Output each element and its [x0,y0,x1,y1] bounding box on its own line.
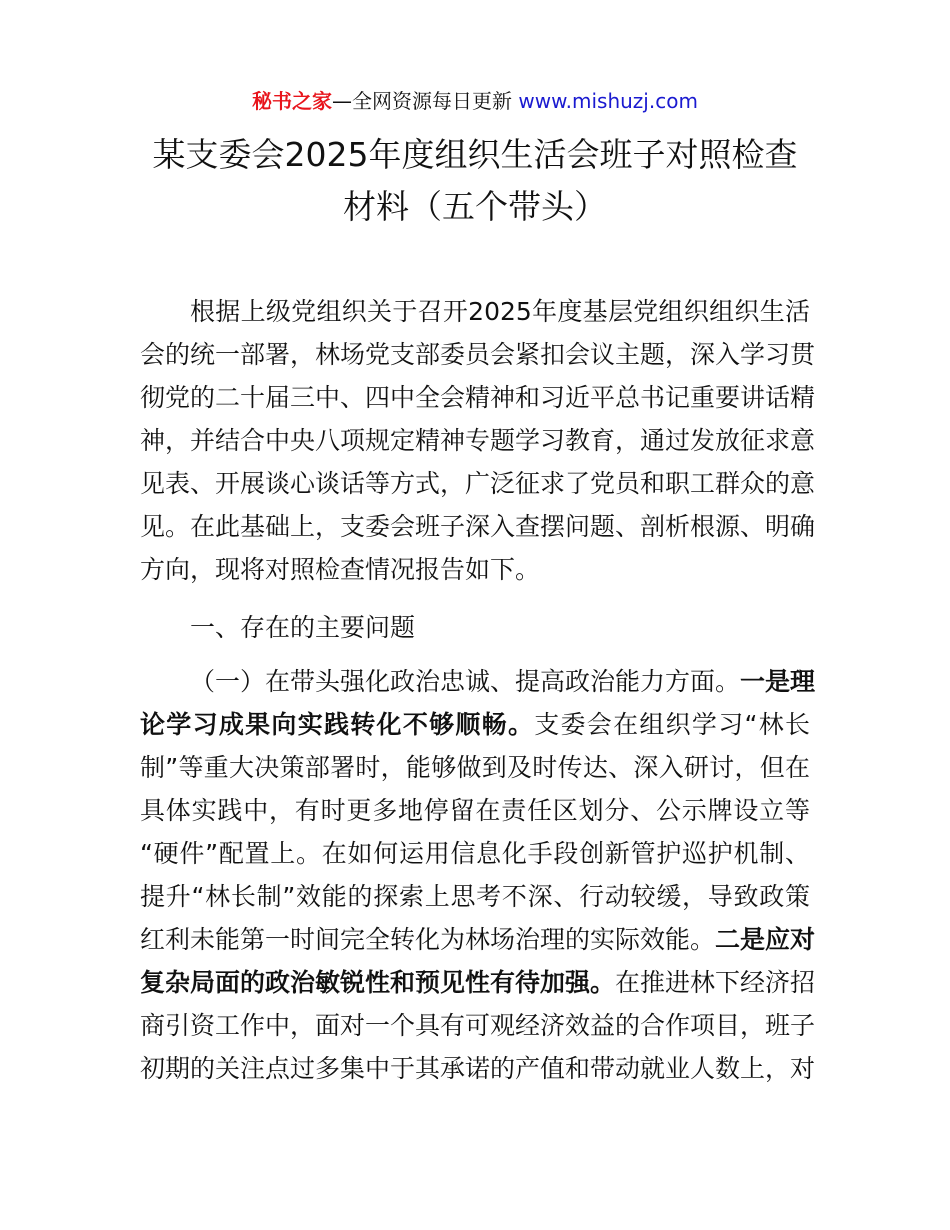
text-segment: 见表、开展谈心谈话等方式，广泛征求了党员和职工群众的意 [140,469,816,498]
text-line [140,376,816,419]
text-segment: 商引资工作中，面对一个具有可观经济效益的合作项目，班子 [140,1010,816,1040]
text-segment: 具体实践中，有时更多地停留在责任区划分、公示牌设立等 [140,795,810,825]
text-line [140,832,810,875]
bold-text: 论学习成果向实践转化不够顺畅。 [140,709,535,739]
text-line [140,746,810,789]
text-segment: 方向，现将对照检查情况报告如下。 [140,555,541,584]
site-url[interactable]: www.mishuzj.com [518,89,698,113]
text-segment: 根据上级党组织关于召开2025年度基层党组织组织生活 [190,297,810,326]
text-line [140,961,816,1004]
text-segment: 在推进林下经济招 [615,967,816,997]
text-segment: 提升“林长制”效能的探索上思考不深、行动较缓，导致政策 [140,881,810,911]
text-segment: 见。在此基础上，支委会班子深入查摆问题、剖析根源、明确 [140,512,816,541]
text-line [140,548,810,591]
text-segment: 红利未能第一时间完全转化为林场治理的实际效能。 [140,924,716,954]
document-title-line-1: 某支委会2025年度组织生活会班子对照检查 [152,135,798,174]
text-line [140,875,810,918]
banner-tagline: —全网资源每日更新 [332,89,519,113]
text-line [140,333,816,376]
text-line [140,703,810,746]
text-segment: 神，并结合中央八项规定精神专题学习教育，通过发放征求意 [140,426,816,455]
site-banner [0,86,950,116]
text-segment: 初期的关注点过多集中于其承诺的产值和带动就业人数上，对 [140,1053,816,1083]
bold-text: 一是理 [740,666,816,696]
text-segment: 彻党的二十届三中、四中全会精神和习近平总书记重要讲话精 [140,383,816,412]
text-segment: 支委会在组织学习“林长 [534,709,810,739]
text-line [140,462,816,505]
text-line [140,505,816,548]
document-title-line-2: 材料（五个带头） [343,187,607,226]
bold-text: 二是应对 [715,924,816,954]
text-segment: “硬件”配置上。在如何运用信息化手段创新管护巡护机制、 [140,838,810,868]
text-segment: （一）在带头强化政治忠诚、提高政治能力方面。 [190,666,741,696]
text-line [140,1047,816,1090]
text-line [140,606,810,649]
text-line [140,290,810,333]
text-segment: 制”等重大决策部署时，能够做到及时传达、深入研讨，但在 [140,752,810,782]
text-line [140,1004,816,1047]
text-line [140,789,810,832]
text-line [140,419,816,462]
text-line [140,660,816,703]
bold-text: 复杂局面的政治敏锐性和预见性有待加强。 [140,967,616,997]
brand-name: 秘书之家 [252,89,333,113]
text-segment: 一、存在的主要问题 [190,613,416,643]
text-segment: 会的统一部署，林场党支部委员会紧扣会议主题，深入学习贯 [140,340,816,369]
text-line [140,918,816,961]
